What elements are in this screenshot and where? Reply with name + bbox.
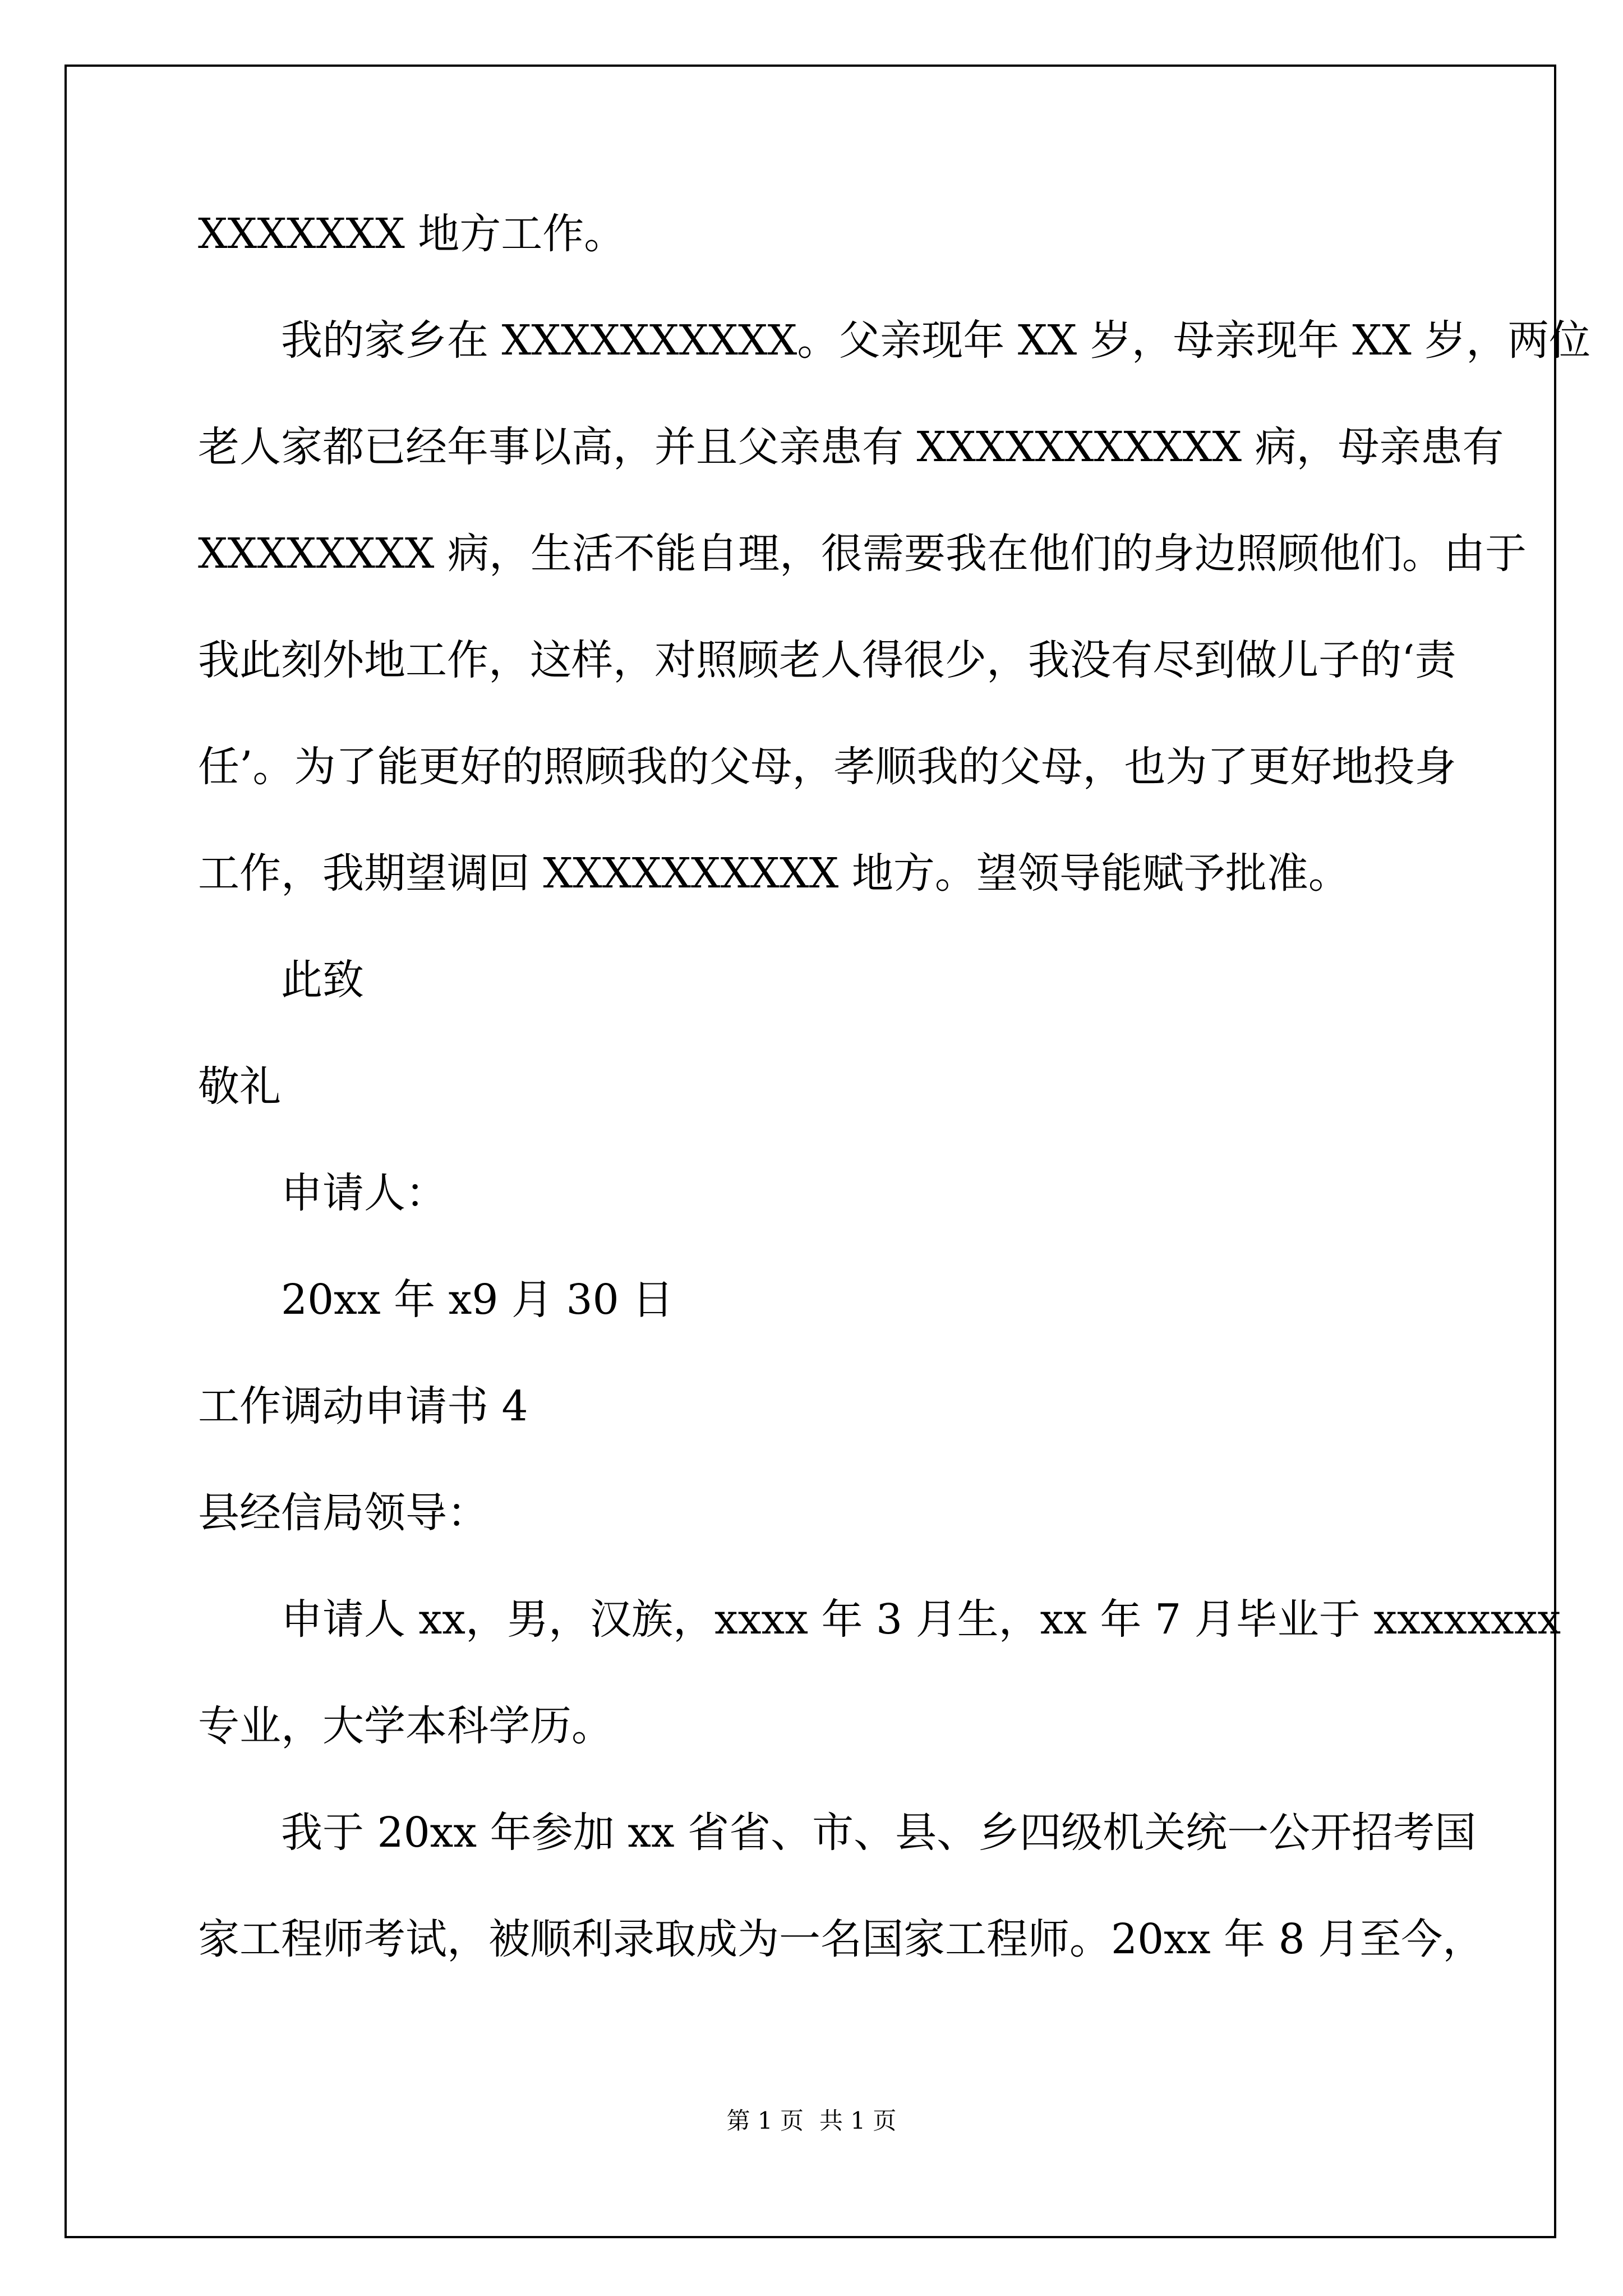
text-line: 我此刻外地工作，这样，对照顾老人得很少，我没有尽到做儿子的‘责 <box>198 636 1456 684</box>
text-line: 专业，大学本科学历。 <box>198 1702 613 1750</box>
text-line: 老人家都已经年事以高，并且父亲患有 XXXXXXXXXXX 病，母亲患有 <box>198 423 1504 471</box>
text-line: 家工程师考试，被顺利录取成为一名国家工程师。20xx 年 8 月至今， <box>198 1915 1484 1963</box>
page-footer <box>0 2102 1623 2136</box>
page-total: 共 1 页 <box>819 2107 897 2134</box>
text-line: 申请人 xx，男，汉族，xxxx 年 3 月生，xx 年 7 月毕业于 xxxxxxxx <box>281 1595 1561 1644</box>
text-line: 任’。为了能更好的照顾我的父母，孝顺我的父母，也为了更好地投身 <box>198 743 1456 791</box>
page-border <box>64 65 1591 2238</box>
section-title: 工作调动申请书 4 <box>198 1382 528 1430</box>
applicant-label: 申请人： <box>281 1169 447 1217</box>
text-line: 我于 20xx 年参加 xx 省省、市、县、乡四级机关统一公开招考国 <box>281 1809 1477 1857</box>
text-line: 工作，我期望调回 XXXXXXXXXX 地方。望领导能赋予批准。 <box>198 849 1350 898</box>
closing-regards: 敬礼 <box>198 1062 281 1111</box>
addressee: 县经信局领导： <box>198 1489 488 1537</box>
date-line: 20xx 年 x9 月 30 日 <box>281 1276 674 1324</box>
text-line: 我的家乡在 XXXXXXXXXX。父亲现年 XX 岁，母亲现年 XX 岁，两位 <box>281 316 1591 365</box>
closing-salutation: 此致 <box>281 956 364 1004</box>
page-number: 第 1 页 <box>726 2107 804 2134</box>
text-line: XXXXXXXX 病，生活不能自理，很需要我在他们的身边照顾他们。由于 <box>198 530 1527 578</box>
text-line: XXXXXXX 地方工作。 <box>198 210 626 258</box>
